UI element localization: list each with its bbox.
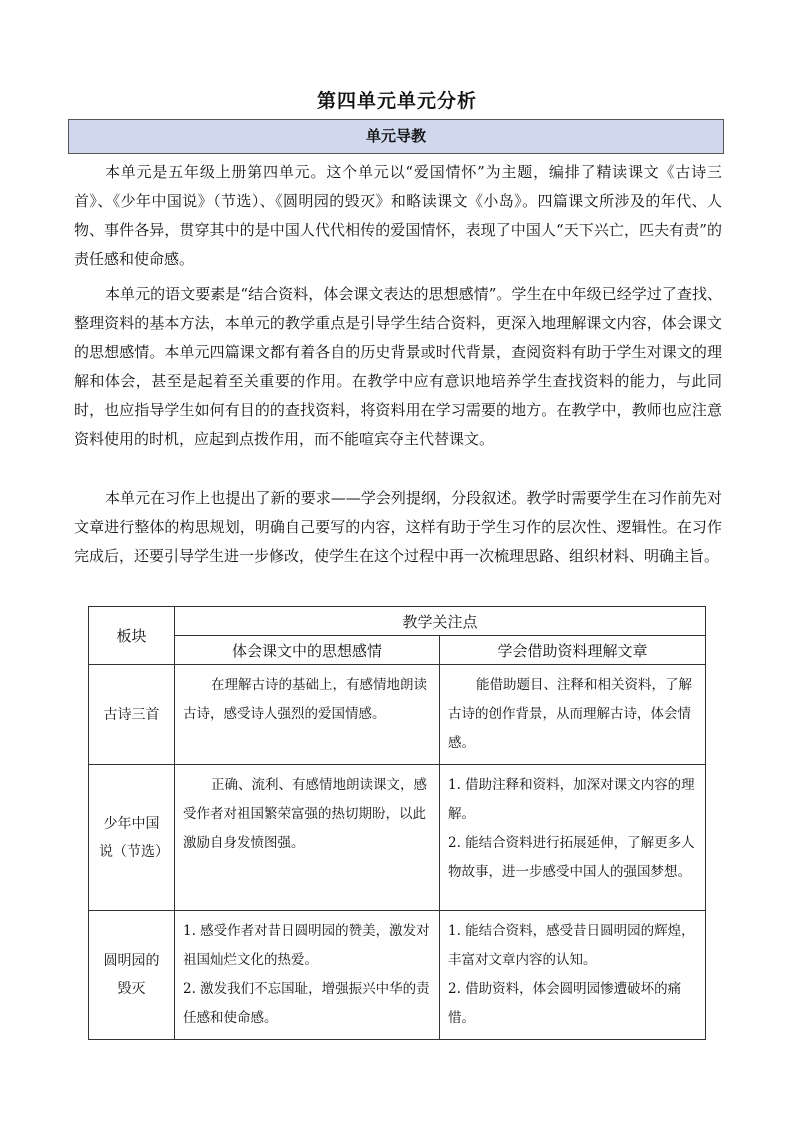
cell-text: 正确、流利、有感情地朗读课文，感受作者对祖国繁荣富强的热切期盼，以此激励自身发愤图强。 [183, 777, 427, 851]
page-title: 第四单元单元分析 [316, 90, 477, 112]
cell-text: 2. 能结合资料进行拓展延伸，了解更多人物故事，进一步感受中国人的强国梦想。 [448, 835, 695, 880]
header-focus: 教学关注点 [175, 607, 706, 636]
intro-paragraph-1: 本单元是五年级上册第四单元。这个单元以“爱国情怀”为主题，编排了精读课文《古诗三首》、《少年中国说》（节选）、《圆明园的毁灭》和略读课文《小岛》。四篇课文所涉及的年代、人物、事件各异，贯穿其中的是中国人代代相传的爱国情怀，表现了中国人“天下兴亡，匹夫有责”的责任感和使命感。 [74, 163, 722, 268]
block-cell: 少年中国说（节选） [89, 765, 175, 911]
resources-cell [440, 765, 706, 911]
table-row [89, 911, 706, 1040]
teaching-focus-table [88, 606, 706, 1040]
cell-text: 1. 借助注释和资料，加深对课文内容的理解。 [448, 777, 695, 822]
header-resources: 学会借助资料理解文章 [440, 636, 706, 665]
cell-text: 1. 能结合资料，感受昔日圆明园的辉煌，丰富对文章内容的认知。 [448, 923, 695, 968]
table-row [89, 765, 706, 911]
table-row [89, 665, 706, 765]
header-emotion: 体会课文中的思想感情 [175, 636, 440, 665]
block-cell: 圆明园的毁灭 [89, 911, 175, 1040]
cell-text: 2. 借助资料，体会圆明园惨遭破坏的痛惜。 [448, 981, 682, 1026]
block-cell: 古诗三首 [89, 665, 175, 765]
cell-text: 能借助题目、注释和相关资料，了解古诗的创作背景，从而理解古诗，体会情感。 [448, 677, 692, 751]
cell-text: 2. 激发我们不忘国耻，增强振兴中华的责任感和使命感。 [183, 981, 430, 1026]
intro-paragraph-2: 本单元的语文要素是“结合资料，体会课文表达的思想感情”。学生在中年级已经学过了查找、整理资料的基本方法，本单元的教学重点是引导学生结合资料，更深入地理解课文内容，体会课文的思想感情。本单元四篇课文都有着各自的历史背景或时代背景，查阅资料有助于学生对课文的理解和体会，甚至是起着至关重要的作用。在教学中应有意识地培养学生查找资料的能力，与此同时，也应指导学生如何有目的的查找资料，将资料用在学习需要的地方。在教学中，教师也应注意资料使用的时机，应起到点拨作用，而不能喧宾夺主代替课文。 [74, 285, 722, 448]
emotion-cell [175, 665, 440, 765]
intro-paragraph-3: 本单元在习作上也提出了新的要求——学会列提纲，分段叙述。教学时需要学生在习作前先对文章进行整体的构思规划，明确自己要写的内容，这样有助于学生习作的层次性、逻辑性。在习作完成后，还要引导学生进一步修改，使学生在这个过程中再一次梳理思路、组织材料、明确主旨。 [74, 489, 722, 565]
cell-text: 1. 感受作者对昔日圆明园的赞美，激发对祖国灿烂文化的热爱。 [183, 923, 430, 968]
emotion-cell [175, 911, 440, 1040]
header-block: 板块 [89, 607, 175, 665]
resources-cell [440, 911, 706, 1040]
resources-cell [440, 665, 706, 765]
cell-text: 在理解古诗的基础上，有感情地朗读古诗，感受诗人强烈的爱国情感。 [183, 677, 427, 722]
emotion-cell [175, 765, 440, 911]
section-banner: 单元导教 [68, 119, 724, 154]
